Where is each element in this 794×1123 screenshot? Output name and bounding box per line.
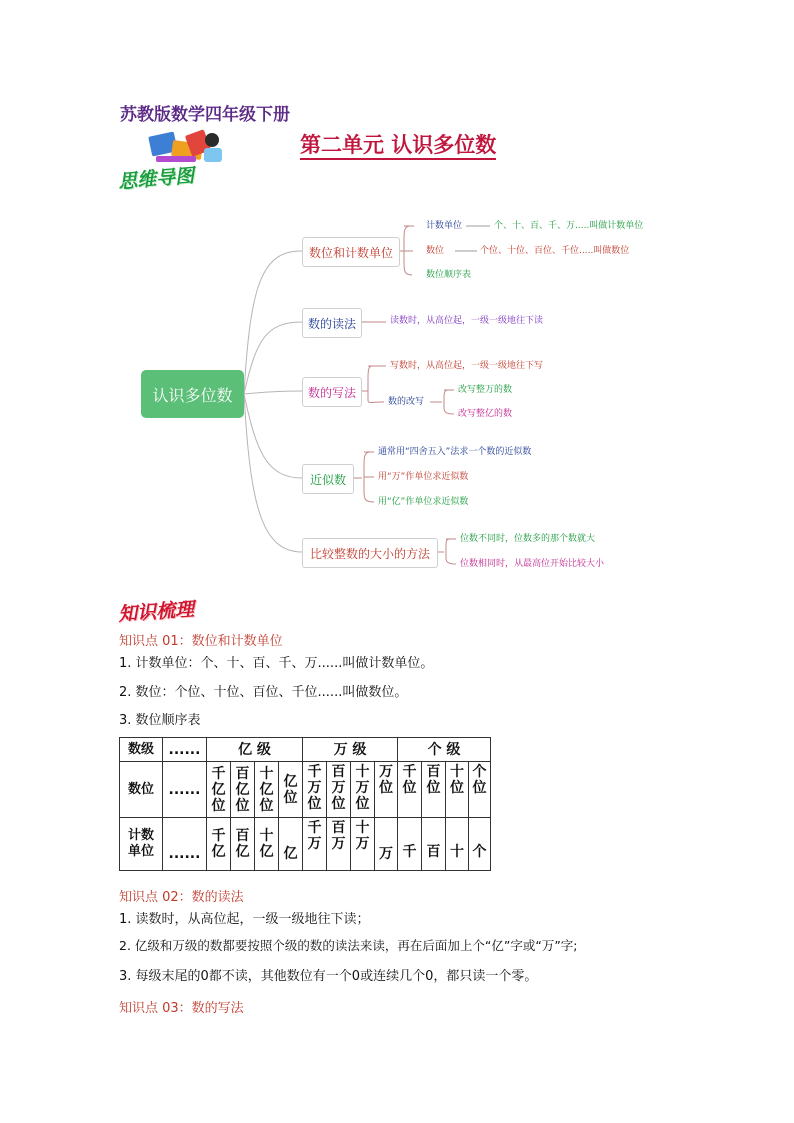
leaf-counting-unit: 计数单位 (426, 221, 463, 231)
leaf-counting-unit-detail: 个、十、百、千、万.....叫做计数单位 (494, 221, 644, 231)
leaf-approx-wan: 用“万”作单位求近似数 (378, 472, 469, 482)
kp1-line-1: 1. 计数单位：个、十、百、千、万......叫做计数单位。 (119, 656, 434, 671)
cell-unit: 千亿 (207, 818, 231, 871)
cell-place: 千位 (398, 762, 422, 818)
kp2-line-1: 1. 读数时，从高位起，一级一级地往下读； (119, 912, 370, 927)
leaf-rounding: 通常用“四舍五入”法求一个数的近似数 (378, 447, 532, 457)
leaf-compare-digits: 位数不同时，位数多的那个数就大 (460, 534, 596, 544)
cell-place: 亿位 (279, 762, 303, 818)
kp3-heading: 知识点 03：数的写法 (119, 1001, 244, 1016)
cell-unit: 亿 (279, 818, 303, 871)
cell-dots: ...... (163, 762, 207, 818)
kp1-heading: 知识点 01：数位和计数单位 (119, 634, 283, 649)
leaf-place: 数位 (426, 246, 445, 256)
branch-label: 数的读法 (307, 316, 356, 331)
cell-dots: ...... (163, 738, 207, 762)
branch-approximation (302, 464, 354, 494)
cell-level-label: 数级 (120, 738, 163, 762)
cell-place: 千亿位 (207, 762, 231, 818)
cell-place: 十万位 (351, 762, 375, 818)
document-subtitle: 苏教版数学四年级下册 (120, 105, 290, 125)
connector-branch-2 (244, 322, 302, 394)
cell-unit: 百万 (327, 818, 351, 871)
kp2-line-2: 2. 亿级和万级的数都要按照个级的数的读法来读，再在后面加上个“亿”字或“万”字; (119, 938, 578, 953)
branch-label: 比较整数的大小的方法 (309, 546, 430, 561)
kp2-heading: 知识点 02：数的读法 (119, 890, 244, 905)
kp1-line-2: 2. 数位：个位、十位、百位、千位......叫做数位。 (119, 685, 408, 700)
cell-unit: 百 (422, 818, 446, 871)
cell-dots: ...... (163, 818, 207, 871)
cell-place: 百亿位 (231, 762, 255, 818)
kp1-line-3: 3. 数位顺序表 (119, 713, 201, 728)
cell-place: 千万位 (303, 762, 327, 818)
mindmap-badge: 思维导图 (117, 164, 195, 194)
leaf-rewrite-yi: 改写整亿的数 (458, 409, 513, 419)
mindmap-root: 认识多位数 (141, 370, 244, 418)
leaf-rewrite-wan: 改写整万的数 (458, 385, 513, 395)
cell-place: 十亿位 (255, 762, 279, 818)
cell-unit: 个 (469, 818, 491, 871)
connector-branch-3 (244, 391, 302, 394)
cell-unit: 千万 (303, 818, 327, 871)
branch-place-value (302, 237, 400, 267)
cell-place: 百万位 (327, 762, 351, 818)
leaf-writing-rule: 写数时，从高位起，一级一级地往下写 (390, 361, 544, 371)
branch-label: 数的写法 (307, 385, 356, 400)
cell-place: 十位 (446, 762, 469, 818)
branch-label: 数位和计数单位 (308, 245, 393, 260)
leaf-compare-highest: 位数相同时，从最高位开始比较大小 (460, 559, 605, 569)
leaf-approx-yi: 用“亿”作单位求近似数 (378, 497, 469, 507)
branch-reading (302, 308, 362, 338)
cell-unit: 十亿 (255, 818, 279, 871)
connector-branch-5 (244, 394, 302, 552)
cell-unit-label: 计数单位 (120, 818, 163, 871)
table-row-level (120, 738, 491, 762)
cell-unit: 十 (446, 818, 469, 871)
branch-label: 近似数 (309, 472, 346, 487)
cell-wan-level: 万 级 (303, 738, 398, 762)
cell-yi-level: 亿 级 (207, 738, 303, 762)
unit-title: 第二单元 认识多位数 (300, 132, 496, 160)
place-value-table (119, 737, 491, 871)
table-row-place (120, 762, 491, 818)
cell-unit: 十万 (351, 818, 375, 871)
cell-place: 万位 (375, 762, 398, 818)
kp2-line-3: 3. 每级末尾的0都不读，其他数位有一个0或连续几个0，都只读一个零。 (119, 969, 538, 984)
cell-ge-level: 个 级 (398, 738, 491, 762)
branch-writing (302, 377, 362, 407)
cell-unit: 百亿 (231, 818, 255, 871)
leaf-rewrite: 数的改写 (388, 397, 425, 407)
table-row-unit (120, 818, 491, 871)
leaf-place-detail: 个位、十位、百位、千位.....叫做数位 (480, 246, 630, 256)
leaf-reading-rule: 读数时，从高位起，一级一级地往下读 (390, 316, 544, 326)
cell-place: 百位 (422, 762, 446, 818)
knowledge-badge: 知识梳理 (117, 598, 195, 626)
cell-place: 个位 (469, 762, 491, 818)
cell-place-label: 数位 (120, 762, 163, 818)
cell-unit: 千 (398, 818, 422, 871)
cell-unit: 万 (375, 818, 398, 871)
connector-branch-4 (244, 394, 302, 478)
branch-comparison (302, 538, 438, 568)
leaf-place-table: 数位顺序表 (426, 270, 472, 280)
